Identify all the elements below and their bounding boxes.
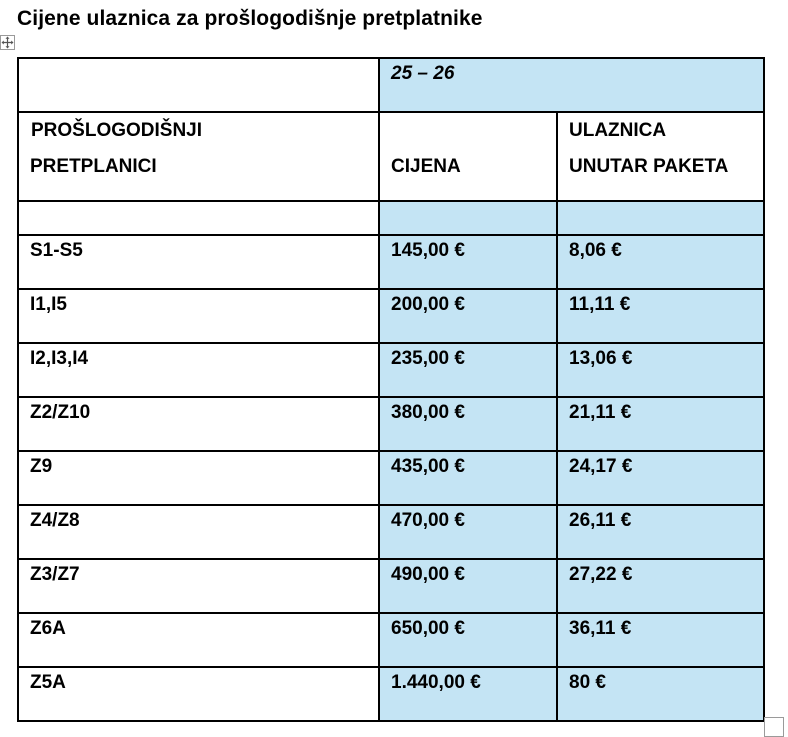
- season-cell: [379, 58, 764, 112]
- ticket-cell: 36,11 €: [557, 613, 764, 667]
- price-cell: 380,00 €: [379, 397, 557, 451]
- table-row: [18, 613, 764, 667]
- table-row: [18, 451, 764, 505]
- price-cell: 490,00 €: [379, 559, 557, 613]
- empty-corner-cell: [18, 58, 379, 112]
- category-cell: I2,I3,I4: [18, 343, 379, 397]
- table-row: [18, 667, 764, 721]
- table-move-handle-icon[interactable]: [0, 35, 15, 50]
- move-arrows-icon: [1, 36, 14, 49]
- spacer-row: [18, 201, 764, 235]
- price-cell: 200,00 €: [379, 289, 557, 343]
- table-row: [18, 397, 764, 451]
- price-table: [17, 57, 765, 722]
- season-label: 25 – 26: [391, 63, 455, 84]
- table-resize-handle-icon[interactable]: [764, 717, 784, 737]
- header-ticket-line1: ULAZNICA: [569, 120, 667, 141]
- header-row: [18, 112, 764, 201]
- table-row: [18, 289, 764, 343]
- category-cell: Z2/Z10: [18, 397, 379, 451]
- ticket-cell: 11,11 €: [557, 289, 764, 343]
- table-row: [18, 505, 764, 559]
- category-cell: Z4/Z8: [18, 505, 379, 559]
- price-cell: 1.440,00 €: [379, 667, 557, 721]
- season-row: [18, 58, 764, 112]
- spacer-cell: [379, 201, 557, 235]
- spacer-cell: [557, 201, 764, 235]
- spacer-cell: [18, 201, 379, 235]
- price-cell: 435,00 €: [379, 451, 557, 505]
- page-title: Cijene ulaznica za prošlogodišnje pretplatnike: [17, 7, 483, 30]
- category-cell: Z9: [18, 451, 379, 505]
- table-row: [18, 559, 764, 613]
- header-category-line1: PROŠLOGODIŠNJI: [31, 120, 203, 141]
- ticket-cell: 21,11 €: [557, 397, 764, 451]
- header-price-label: CIJENA: [391, 156, 461, 177]
- ticket-cell: 80 €: [557, 667, 764, 721]
- price-cell: 650,00 €: [379, 613, 557, 667]
- price-cell: 235,00 €: [379, 343, 557, 397]
- header-ticket: [557, 112, 764, 201]
- header-category-line2: PRETPLANICI: [30, 156, 157, 177]
- category-cell: I1,I5: [18, 289, 379, 343]
- table-row: [18, 235, 764, 289]
- header-ticket-line2: UNUTAR PAKETA: [569, 156, 729, 177]
- ticket-cell: 13,06 €: [557, 343, 764, 397]
- header-category: [18, 112, 379, 201]
- category-cell: S1-S5: [18, 235, 379, 289]
- category-cell: Z3/Z7: [18, 559, 379, 613]
- category-cell: Z6A: [18, 613, 379, 667]
- category-cell: Z5A: [18, 667, 379, 721]
- table-row: [18, 343, 764, 397]
- ticket-cell: 24,17 €: [557, 451, 764, 505]
- price-cell: 470,00 €: [379, 505, 557, 559]
- header-price: [379, 112, 557, 201]
- price-cell: 145,00 €: [379, 235, 557, 289]
- ticket-cell: 27,22 €: [557, 559, 764, 613]
- ticket-cell: 8,06 €: [557, 235, 764, 289]
- ticket-cell: 26,11 €: [557, 505, 764, 559]
